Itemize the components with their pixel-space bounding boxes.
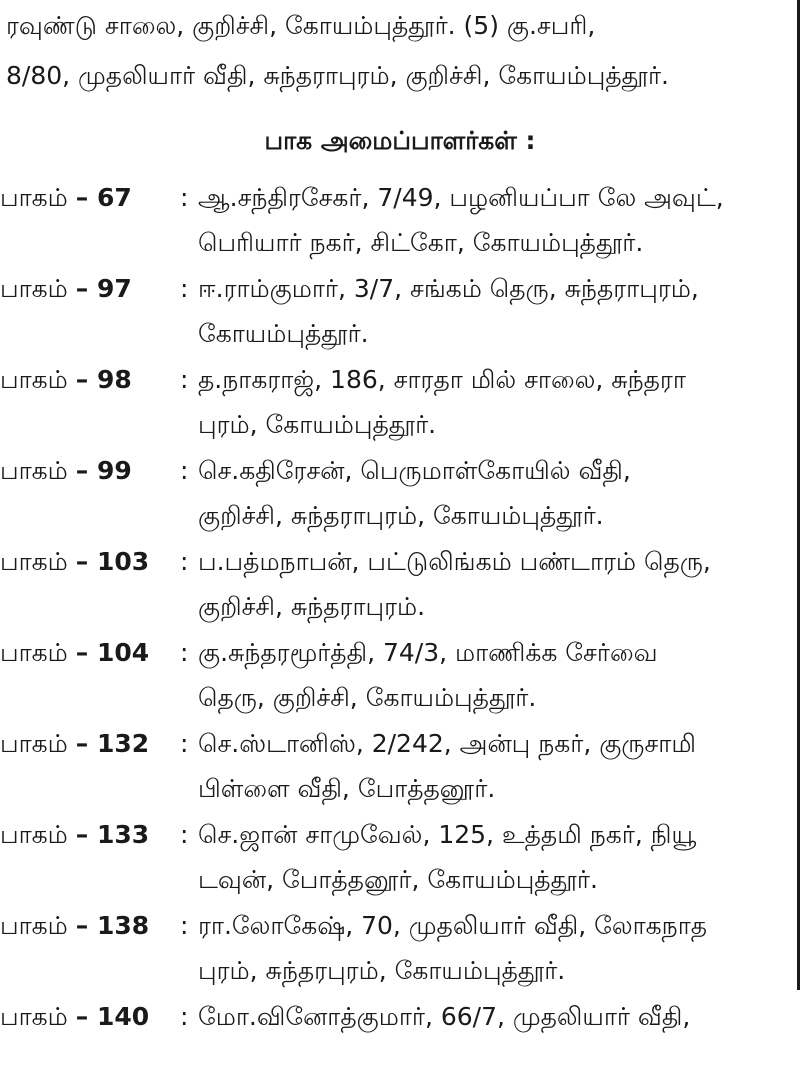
separator: : [180,365,189,394]
ward-label [0,359,132,401]
ward-word: பாகம் [0,183,68,212]
intro-line: 8/80, முதலியார் வீதி, சுந்தராபுரம், குறிச்சி, கோயம்புத்தூர். [6,61,669,90]
ward-entry-104 [0,632,790,723]
ward-word: பாகம் [0,911,68,940]
ward-word: பாகம் [0,274,68,303]
separator: : [180,456,189,485]
ward-label [0,177,132,219]
separator: : [180,729,189,758]
ward-number: – 132 [75,729,150,758]
organizer-address-line: ஆ.சந்திரசேகர், 7/49, பழனியப்பா லே அவுட், [198,183,724,212]
ward-label [0,268,132,310]
ward-word: பாகம் [0,365,68,394]
organizer-address-line: குறிச்சி, சுந்தராபுரம். [198,592,426,621]
organizer-address-line: மோ.வினோத்குமார், 66/7, முதலியார் வீதி, [198,1002,691,1031]
ward-number: – 104 [75,638,150,667]
separator: : [180,1002,189,1031]
organizer-address-line: குறிச்சி, சுந்தராபுரம், கோயம்புத்தூர். [198,501,604,530]
ward-label [0,723,149,765]
organizer-address-line: பெரியார் நகர், சிட்கோ, கோயம்புத்தூர். [198,228,644,257]
separator: : [180,274,189,303]
ward-label [0,632,149,674]
ward-word: பாகம் [0,1002,68,1031]
separator: : [180,911,189,940]
ward-number: – 67 [75,183,132,212]
ward-entry-132 [0,723,790,814]
organizer-address-line: புரம், கோயம்புத்தூர். [198,410,437,439]
ward-number: – 99 [75,456,132,485]
ward-word: பாகம் [0,547,68,576]
ward-organizer-list [0,177,790,1087]
separator: : [180,547,189,576]
ward-word: பாகம் [0,729,68,758]
organizer-address-line: செ.கதிரேசன், பெருமாள்கோயில் வீதி, [198,456,631,485]
separator: : [180,820,189,849]
organizer-address-line: செ.ஸ்டானிஸ், 2/242, அன்பு நகர், குருசாமி [198,729,696,758]
ward-entry-140 [0,996,790,1087]
ward-entry-97 [0,268,790,359]
ward-entry-67 [0,177,790,268]
ward-number: – 133 [75,820,150,849]
ward-word: பாகம் [0,638,68,667]
ward-entry-98 [0,359,790,450]
organizer-address-line: பிள்ளை வீதி, போத்தனூர். [198,774,496,803]
ward-entry-99 [0,450,790,541]
ward-label [0,541,149,583]
ward-number: – 138 [75,911,150,940]
intro-line: ரவுண்டு சாலை, குறிச்சி, கோயம்புத்தூர். (5) கு.சபரி, [6,11,596,40]
organizer-address-line: புரம், சுந்தரபுரம், கோயம்புத்தூர். [198,956,566,985]
ward-label [0,450,132,492]
ward-number: – 103 [75,547,150,576]
ward-number: – 140 [75,1002,150,1031]
organizer-address-line: கு.சுந்தரமூர்த்தி, 74/3, மாணிக்க சேர்வை [198,638,658,667]
ward-label [0,814,149,856]
separator: : [180,183,189,212]
ward-entry-133 [0,814,790,905]
section-heading: பாக அமைப்பாளர்கள் : [264,126,536,155]
organizer-address-line: ப.பத்மநாபன், பட்டுலிங்கம் பண்டாரம் தெரு, [198,547,711,576]
ward-entry-138 [0,905,790,996]
organizer-address-line: த.நாகராஜ், 186, சாரதா மில் சாலை, சுந்தரா [198,365,686,394]
ward-label [0,905,149,947]
organizer-address-line: செ.ஜான் சாமுவேல், 125, உத்தமி நகர், நியூ [198,820,697,849]
ward-label [0,996,149,1038]
organizer-address-line: ரா.லோகேஷ், 70, முதலியார் வீதி, லோகநாத [198,911,708,940]
organizer-address-line: டவுன், போத்தனூர், கோயம்புத்தூர். [198,865,598,894]
separator: : [180,638,189,667]
ward-entry-103 [0,541,790,632]
ward-number: – 98 [75,365,132,394]
organizer-address-line: ஈ.ராம்குமார், 3/7, சங்கம் தெரு, சுந்தராபுரம், [198,274,699,303]
organizer-address-line: தெரு, குறிச்சி, கோயம்புத்தூர். [198,683,537,712]
ward-word: பாகம் [0,456,68,485]
ward-number: – 97 [75,274,132,303]
ward-word: பாகம் [0,820,68,849]
organizer-address-line: கோயம்புத்தூர். [198,319,369,348]
